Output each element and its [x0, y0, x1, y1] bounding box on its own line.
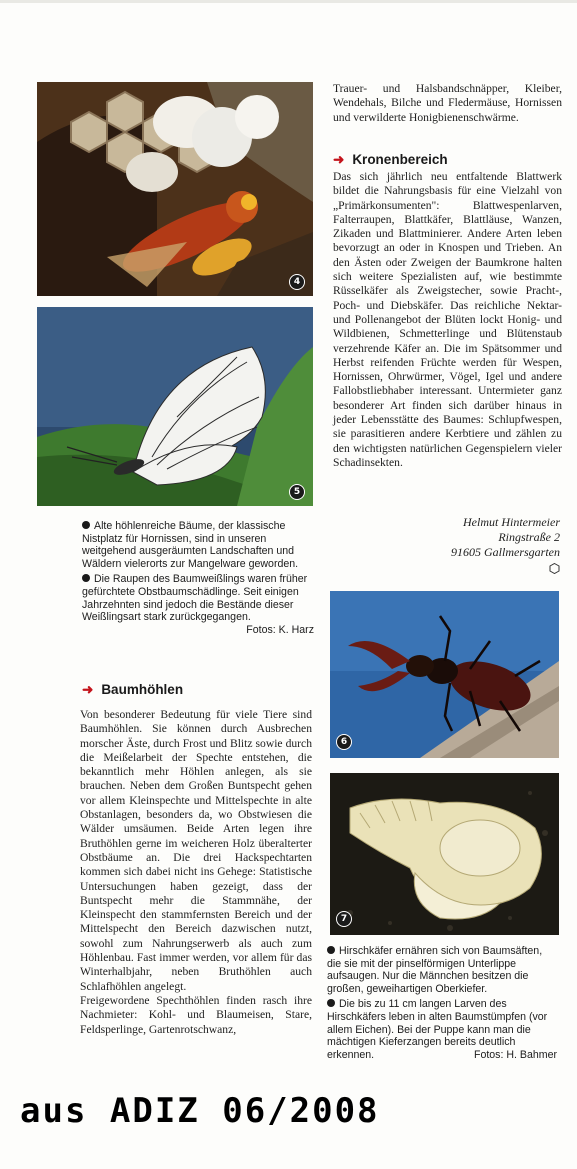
caption-bullet-icon	[82, 521, 90, 529]
caption-bullet-icon	[327, 946, 335, 954]
paragraph-kronenbereich: Das sich jährlich neu entfaltende Blattwerk bildet die Nahrungsbasis für eine Vielzahl von „Primärkonsumenten": Blattwespenlarven, Falterraupen, Blattkäfer, Blattläuse, Wanzen, Zikaden und Blattminierer. Andere Arten leben bevorzugt an oder in Knospen und Trieben. An den Ästen oder Zweigen der Baumkrone halten sich weitere Spezialisten auf, wie bestimmte Rüsselkäfer als Zweigstecher, sowie Pracht-, Poch- und Diebskäfer. Das reichliche Nektar- und Pollenangebot der Blüten lockt Honig- und Wildbienen, Schmetterlinge und Blütenstaub verzehrende Käfer an. Die im Spätsommer und Herbst reifenden Früchte werden für Wespen, Hornissen, Ohrwürmer, Vögel, Igel und andere Fallobstliebhaber interessant. Untermieter ganz besonderer Art finden sich darüber hinaus in jeder Lebensstätte des Baumes: Schlupfwespen, sie parasitieren andere Kerbtiere und zählen zu den wichtigsten natürlichen Gegenspielern vieler Schadinsekten.	[333, 170, 562, 469]
author-block	[380, 515, 560, 560]
photo-hornet-nest	[37, 82, 313, 296]
caption-bullet-icon	[82, 574, 90, 582]
caption-bullet-icon	[327, 999, 335, 1007]
caption-block-right	[327, 945, 557, 1064]
photo-beetle-pupa	[330, 773, 559, 935]
hornet-nest-illustration	[37, 82, 313, 296]
arrow-right-icon: ➜	[333, 152, 345, 167]
author-street: Ringstraße 2	[498, 530, 560, 544]
caption-fig4: Alte höhlenreiche Bäume, der klassische Nistplatz für Hornissen, sind in unseren weitgehend ausgeräumten Landschaften und Wäldern vielerorts zur Mangelware geworden.	[82, 520, 299, 570]
paragraph-baumhoehlen: Von besonderer Bedeutung für viele Tiere sind Baumhöhlen. Sie können durch Ausbrechen morscher Äste, durch Frost und Blitz sowie durch die Meißelarbeit der Spechte entstehen, die bekanntlich mehr Höhlen anlegen, als sie brauchen. Neben dem Großen Buntspecht gehen vor allem Kleinspechte und Mittelspechte in alte Obstanlagen, besonders da, wo Obstwiesen die Wälder umsäumen. Beide Arten legen ihre Bruthöhlen gerne im weicheren Holz überalterter Obstbäume an. Die drei Hackspechtarten kommen sich dabei nicht ins Gehege: Statistische Untersuchungen haben gezeigt, dass der Buntspecht mehr die Stammnähe, der Kleinspecht den stammfernsten Bereich und der Mittelspecht den Bereich dazwischen nutzt, sowohl zum Nahrungserwerb als auch zum Höhlenbau. Fast immer werden, vor allem für das Winterhalbjahr, neben Bruthöhlen auch Schlafhöhlen angelegt.	[80, 708, 312, 993]
photo-credit-right: Fotos: H. Bahmer	[473, 1048, 557, 1061]
photo-butterfly	[37, 307, 313, 506]
stag-beetle-illustration	[330, 591, 559, 758]
article-text-right	[333, 170, 562, 470]
butterfly-illustration	[37, 307, 313, 506]
photo-stag-beetle	[330, 591, 559, 758]
author-name: Helmut Hintermeier	[463, 515, 560, 529]
figure-number-6: 6	[336, 734, 352, 750]
caption-block-left	[82, 520, 314, 636]
section-heading-baumhoehlen: ➜ Baumhöhlen	[82, 682, 184, 697]
figure-number-4: 4	[289, 274, 305, 290]
beetle-pupa-illustration	[330, 773, 559, 935]
paragraph-nachmieter: Freigewordene Spechthöhlen finden rasch ihre Nachmieter: Kohl- und Blaumeisen, Stare, Feldsperlinge, Gartenrotschwanz,	[80, 993, 312, 1036]
author-city: 91605 Gallmersgarten	[451, 545, 560, 559]
end-mark-icon	[549, 563, 560, 574]
source-label: aus ADIZ 06/2008	[20, 1091, 380, 1131]
caption-fig5: Die Raupen des Baumweißlings waren früher gefürchtete Obstbaumschädlinge. Seit einigen Jahrzehnten sind jedoch die Bestände dieser Weißlingsart stark zurückgegangen. Fotos: K. Harz	[82, 573, 314, 636]
caption-fig7: Die bis zu 11 cm langen Larven des Hirschkäfers leben in alten Baumstümpfen (vor allem Eichen). Bei der Puppe kann man die mächtigen Kieferzangen bereits deutlich erkennen. Fotos: H. Bahmer	[327, 998, 557, 1061]
photo-credit-left: Fotos: K. Harz	[246, 623, 314, 636]
section-heading-kronenbereich: ➜ Kronenbereich	[333, 152, 448, 167]
scan-edge	[0, 0, 577, 3]
arrow-right-icon: ➜	[82, 682, 94, 697]
paragraph-intro: Trauer- und Halsbandschnäpper, Kleiber, Wendehals, Bilche und Fledermäuse, Hornissen und verwilderte Honigbienenschwärme.	[333, 82, 562, 124]
article-text-right-intro	[333, 82, 562, 125]
article-text-left	[80, 708, 312, 1037]
figure-number-7: 7	[336, 911, 352, 927]
figure-number-5: 5	[289, 484, 305, 500]
caption-fig6: Hirschkäfer ernähren sich von Baumsäften, die sie mit der pinselförmigen Unterlippe aufsaugen. Nur die Männchen besitzen die großen, geweihartigen Oberkiefer.	[327, 945, 543, 995]
